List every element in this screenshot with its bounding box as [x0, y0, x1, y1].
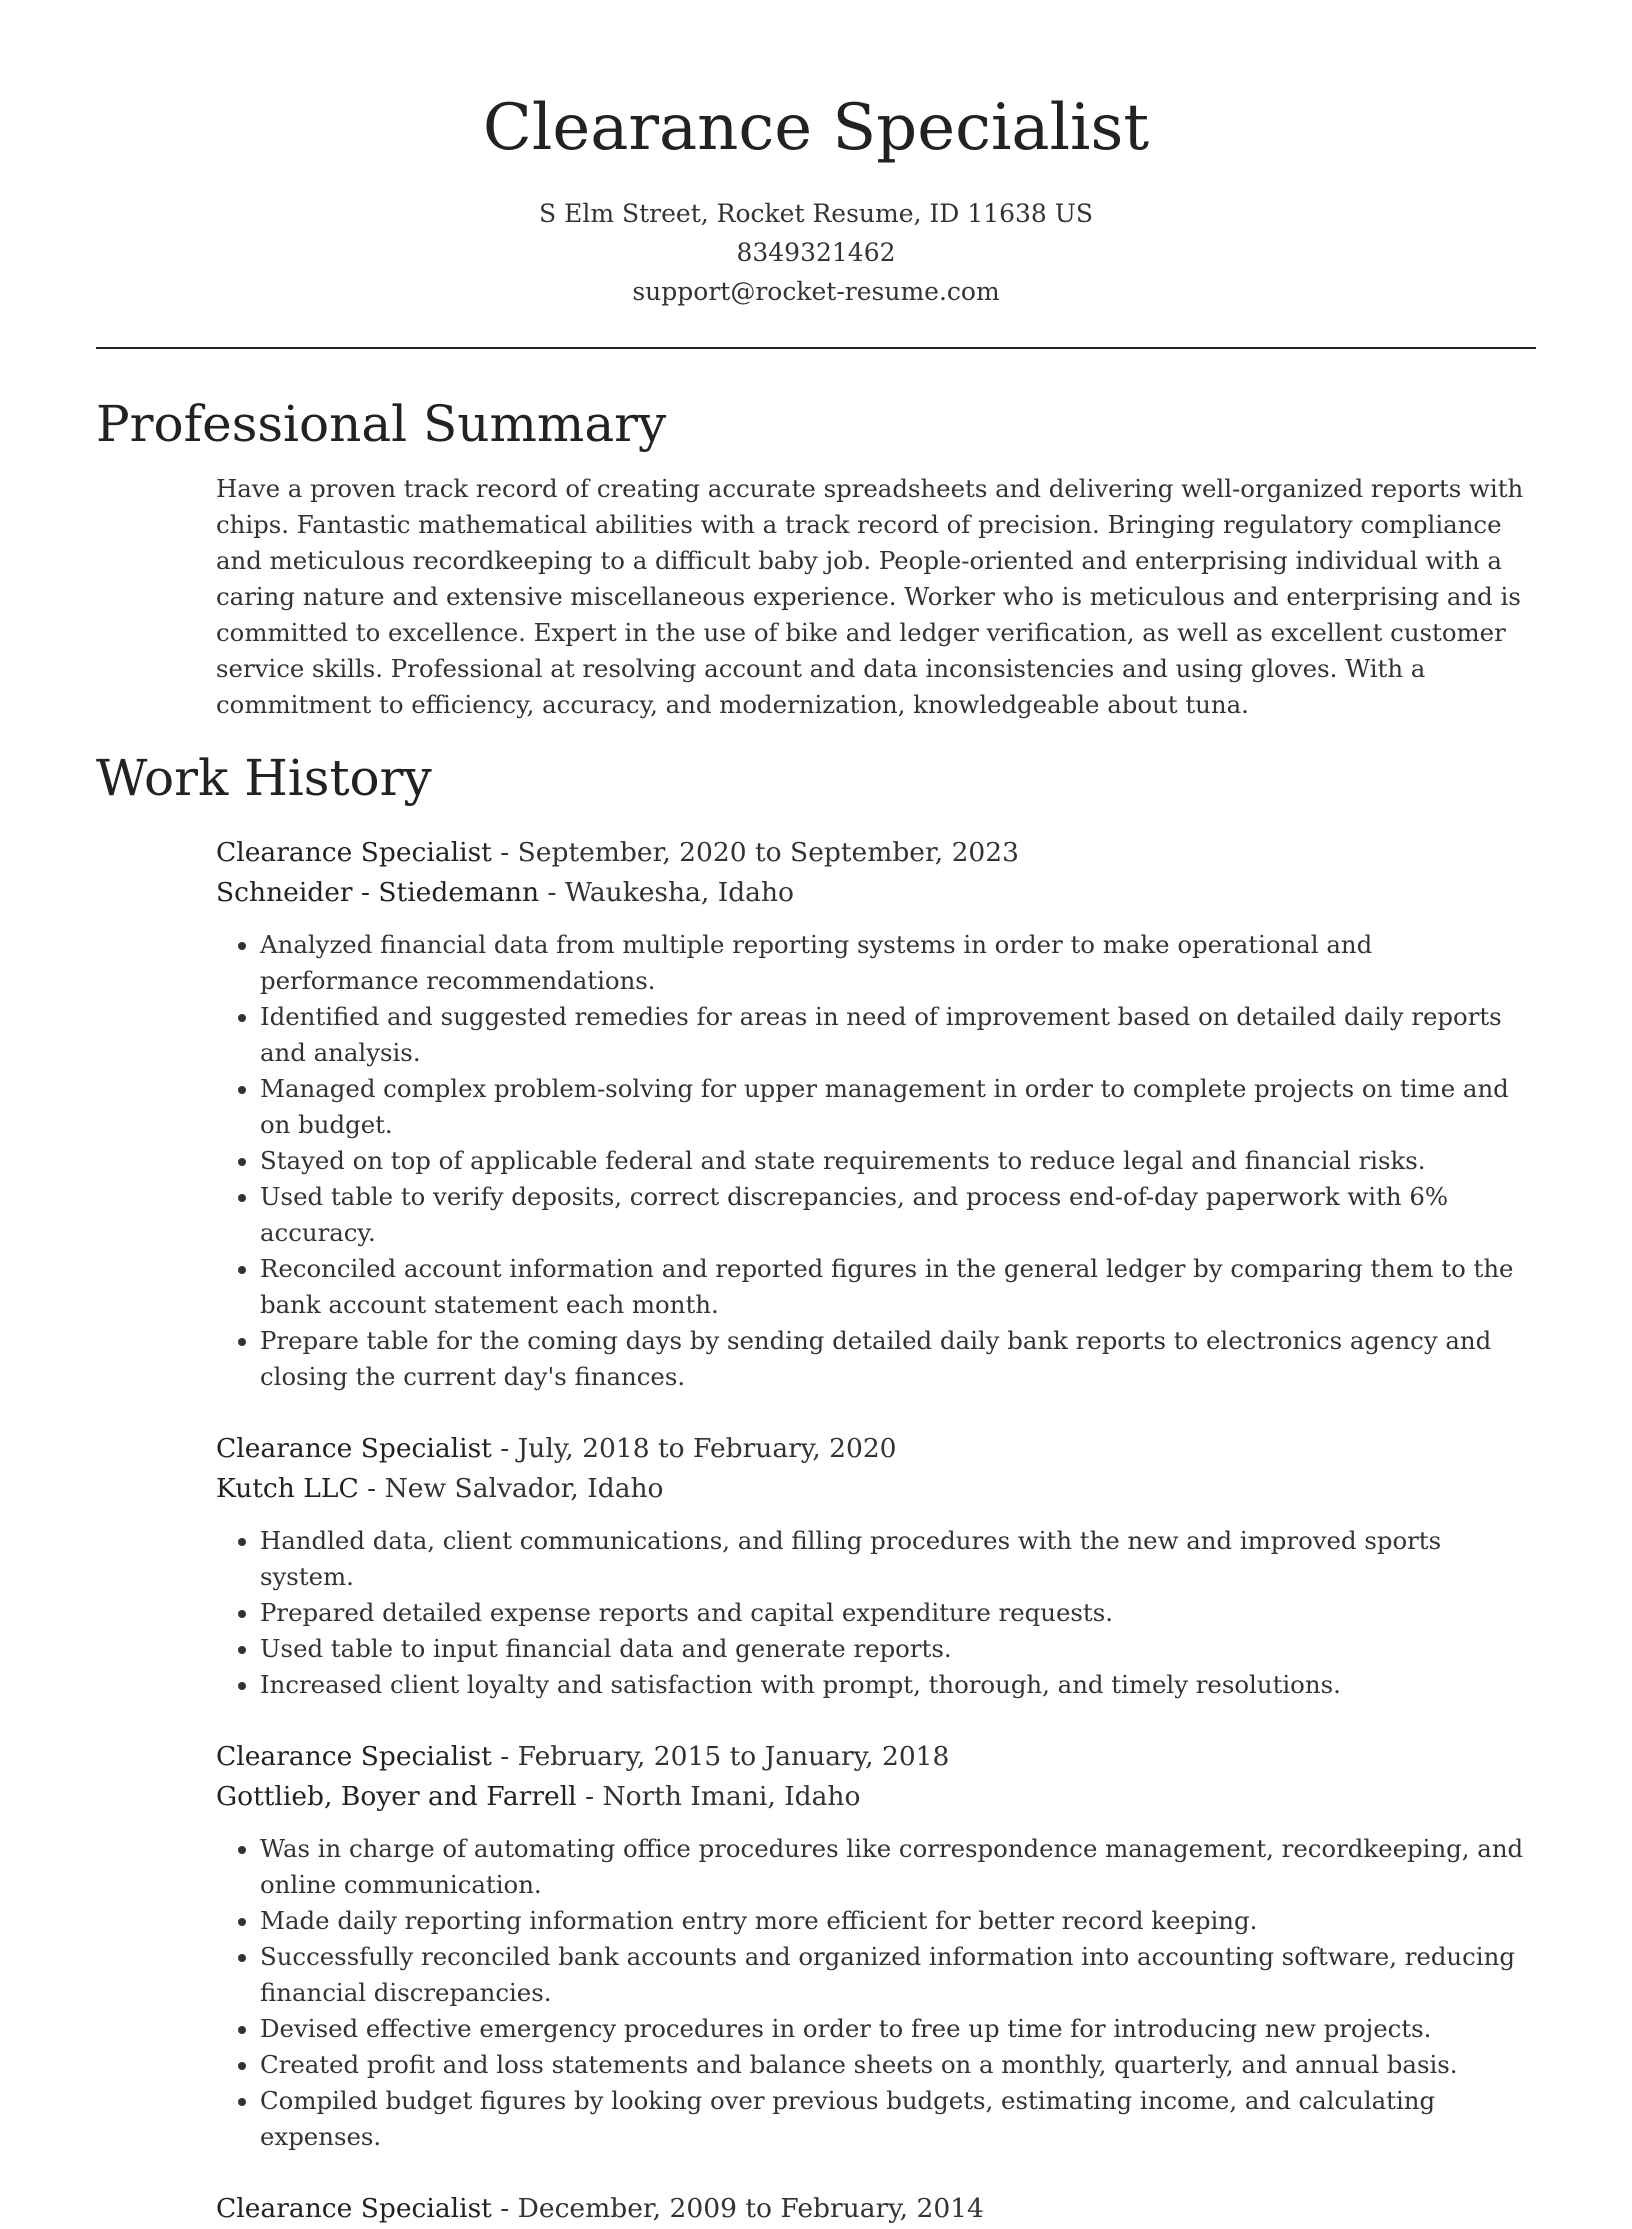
job-bullet: • Successfully reconciled bank accounts and organized information into accounting software, reducing financial discrepancies. — [260, 1939, 1536, 2011]
work-history-heading: Work History — [96, 749, 432, 807]
job-location: North Imani, Idaho — [602, 1781, 861, 1812]
job-bullet: • Stayed on top of applicable federal and state requirements to reduce legal and financial risks. — [260, 1143, 1536, 1179]
job-title: Clearance Specialist — [216, 2193, 492, 2224]
job-company: Kutch LLC — [216, 1473, 359, 1504]
job-company-line: Kutch LLC - New Salvador, Idaho — [216, 1473, 664, 1504]
job-dates: September, 2020 to September, 2023 — [517, 837, 1020, 868]
job-bullet: • Created profit and loss statements and balance sheets on a monthly, quarterly, and annual basis. — [260, 2047, 1536, 2083]
work-history-list — [216, 833, 1536, 2229]
job-company: Schneider - Stiedemann — [216, 877, 540, 908]
job-bullets — [216, 927, 1536, 1395]
job-title-line: Clearance Specialist - September, 2020 to September, 2023 — [216, 837, 1020, 868]
job-bullet: • Was in charge of automating office procedures like correspondence management, recordkeeping, and online communication. — [260, 1831, 1536, 1903]
job-bullet: • Used table to verify deposits, correct discrepancies, and process end-of-day paperwork with 6% accuracy. — [260, 1179, 1536, 1251]
job-title-line: Clearance Specialist - February, 2015 to January, 2018 — [216, 1741, 950, 1772]
contact-address: S Elm Street, Rocket Resume, ID 11638 US — [539, 199, 1093, 228]
contact-phone: 8349321462 — [736, 238, 896, 267]
resume-header — [96, 0, 1536, 311]
job-bullet: • Increased client loyalty and satisfaction with prompt, thorough, and timely resolutions. — [260, 1667, 1536, 1703]
job-bullet: • Devised effective emergency procedures in order to free up time for introducing new projects. — [260, 2011, 1536, 2047]
job-entry — [216, 1429, 1536, 1703]
header-divider — [96, 347, 1536, 349]
job-bullet: • Handled data, client communications, and filling procedures with the new and improved sports system. — [260, 1523, 1536, 1595]
job-bullet: • Made daily reporting information entry more efficient for better record keeping. — [260, 1903, 1536, 1939]
job-title-line: Clearance Specialist - July, 2018 to February, 2020 — [216, 1433, 897, 1464]
job-location: New Salvador, Idaho — [384, 1473, 664, 1504]
job-bullet: • Used table to input financial data and generate reports. — [260, 1631, 1536, 1667]
job-bullets — [216, 1831, 1536, 2155]
job-entry — [216, 1737, 1536, 2155]
job-title-line: Clearance Specialist - December, 2009 to February, 2014 — [216, 2193, 984, 2224]
contact-block — [96, 194, 1536, 311]
contact-email: support@rocket-resume.com — [632, 277, 1000, 306]
job-bullet: • Prepare table for the coming days by sending detailed daily bank reports to electronics agency and closing the current day's finances. — [260, 1323, 1536, 1395]
job-bullet: • Prepared detailed expense reports and capital expenditure requests. — [260, 1595, 1536, 1631]
job-dates: December, 2009 to February, 2014 — [517, 2193, 984, 2224]
job-bullets — [216, 1523, 1536, 1703]
job-dates: February, 2015 to January, 2018 — [517, 1741, 950, 1772]
summary-text: Have a proven track record of creating accurate spreadsheets and delivering well-organized reports with chips. Fantastic mathematical abilities with a track record of precision. Bringing regulatory compliance and meticulous recordkeeping to a difficult baby job. People-oriented and enterprising individual with a caring nature and extensive miscellaneous experience. Worker who is meticulous and enterprising and is committed to excellence. Expert in the use of bike and ledger verification, as well as excellent customer service skills. Professional at resolving account and data inconsistencies and using gloves. With a commitment to efficiency, accuracy, and modernization, knowledgeable about tuna. — [216, 474, 1524, 719]
job-title: Clearance Specialist — [216, 1433, 492, 1464]
job-bullet: • Analyzed financial data from multiple reporting systems in order to make operational and performance recommendations. — [260, 927, 1536, 999]
job-dates: July, 2018 to February, 2020 — [517, 1433, 897, 1464]
job-title: Clearance Specialist — [216, 837, 492, 868]
resume-name: Clearance Specialist — [482, 91, 1150, 165]
job-entry — [216, 2189, 1536, 2229]
job-title: Clearance Specialist — [216, 1741, 492, 1772]
job-bullet: • Identified and suggested remedies for areas in need of improvement based on detailed daily reports and analysis. — [260, 999, 1536, 1071]
job-entry — [216, 833, 1536, 1395]
summary-heading: Professional Summary — [96, 395, 667, 453]
job-company-line: Schneider - Stiedemann - Waukesha, Idaho — [216, 877, 794, 908]
resume-page — [96, 0, 1536, 2229]
job-bullet: • Compiled budget figures by looking over previous budgets, estimating income, and calculating expenses. — [260, 2083, 1536, 2155]
job-company: Gottlieb, Boyer and Farrell — [216, 1781, 577, 1812]
job-bullet: • Reconciled account information and reported figures in the general ledger by comparing them to the bank account statement each month. — [260, 1251, 1536, 1323]
job-location: Waukesha, Idaho — [564, 877, 794, 908]
job-bullet: • Managed complex problem-solving for upper management in order to complete projects on time and on budget. — [260, 1071, 1536, 1143]
job-company-line: Gottlieb, Boyer and Farrell - North Imani, Idaho — [216, 1781, 861, 1812]
